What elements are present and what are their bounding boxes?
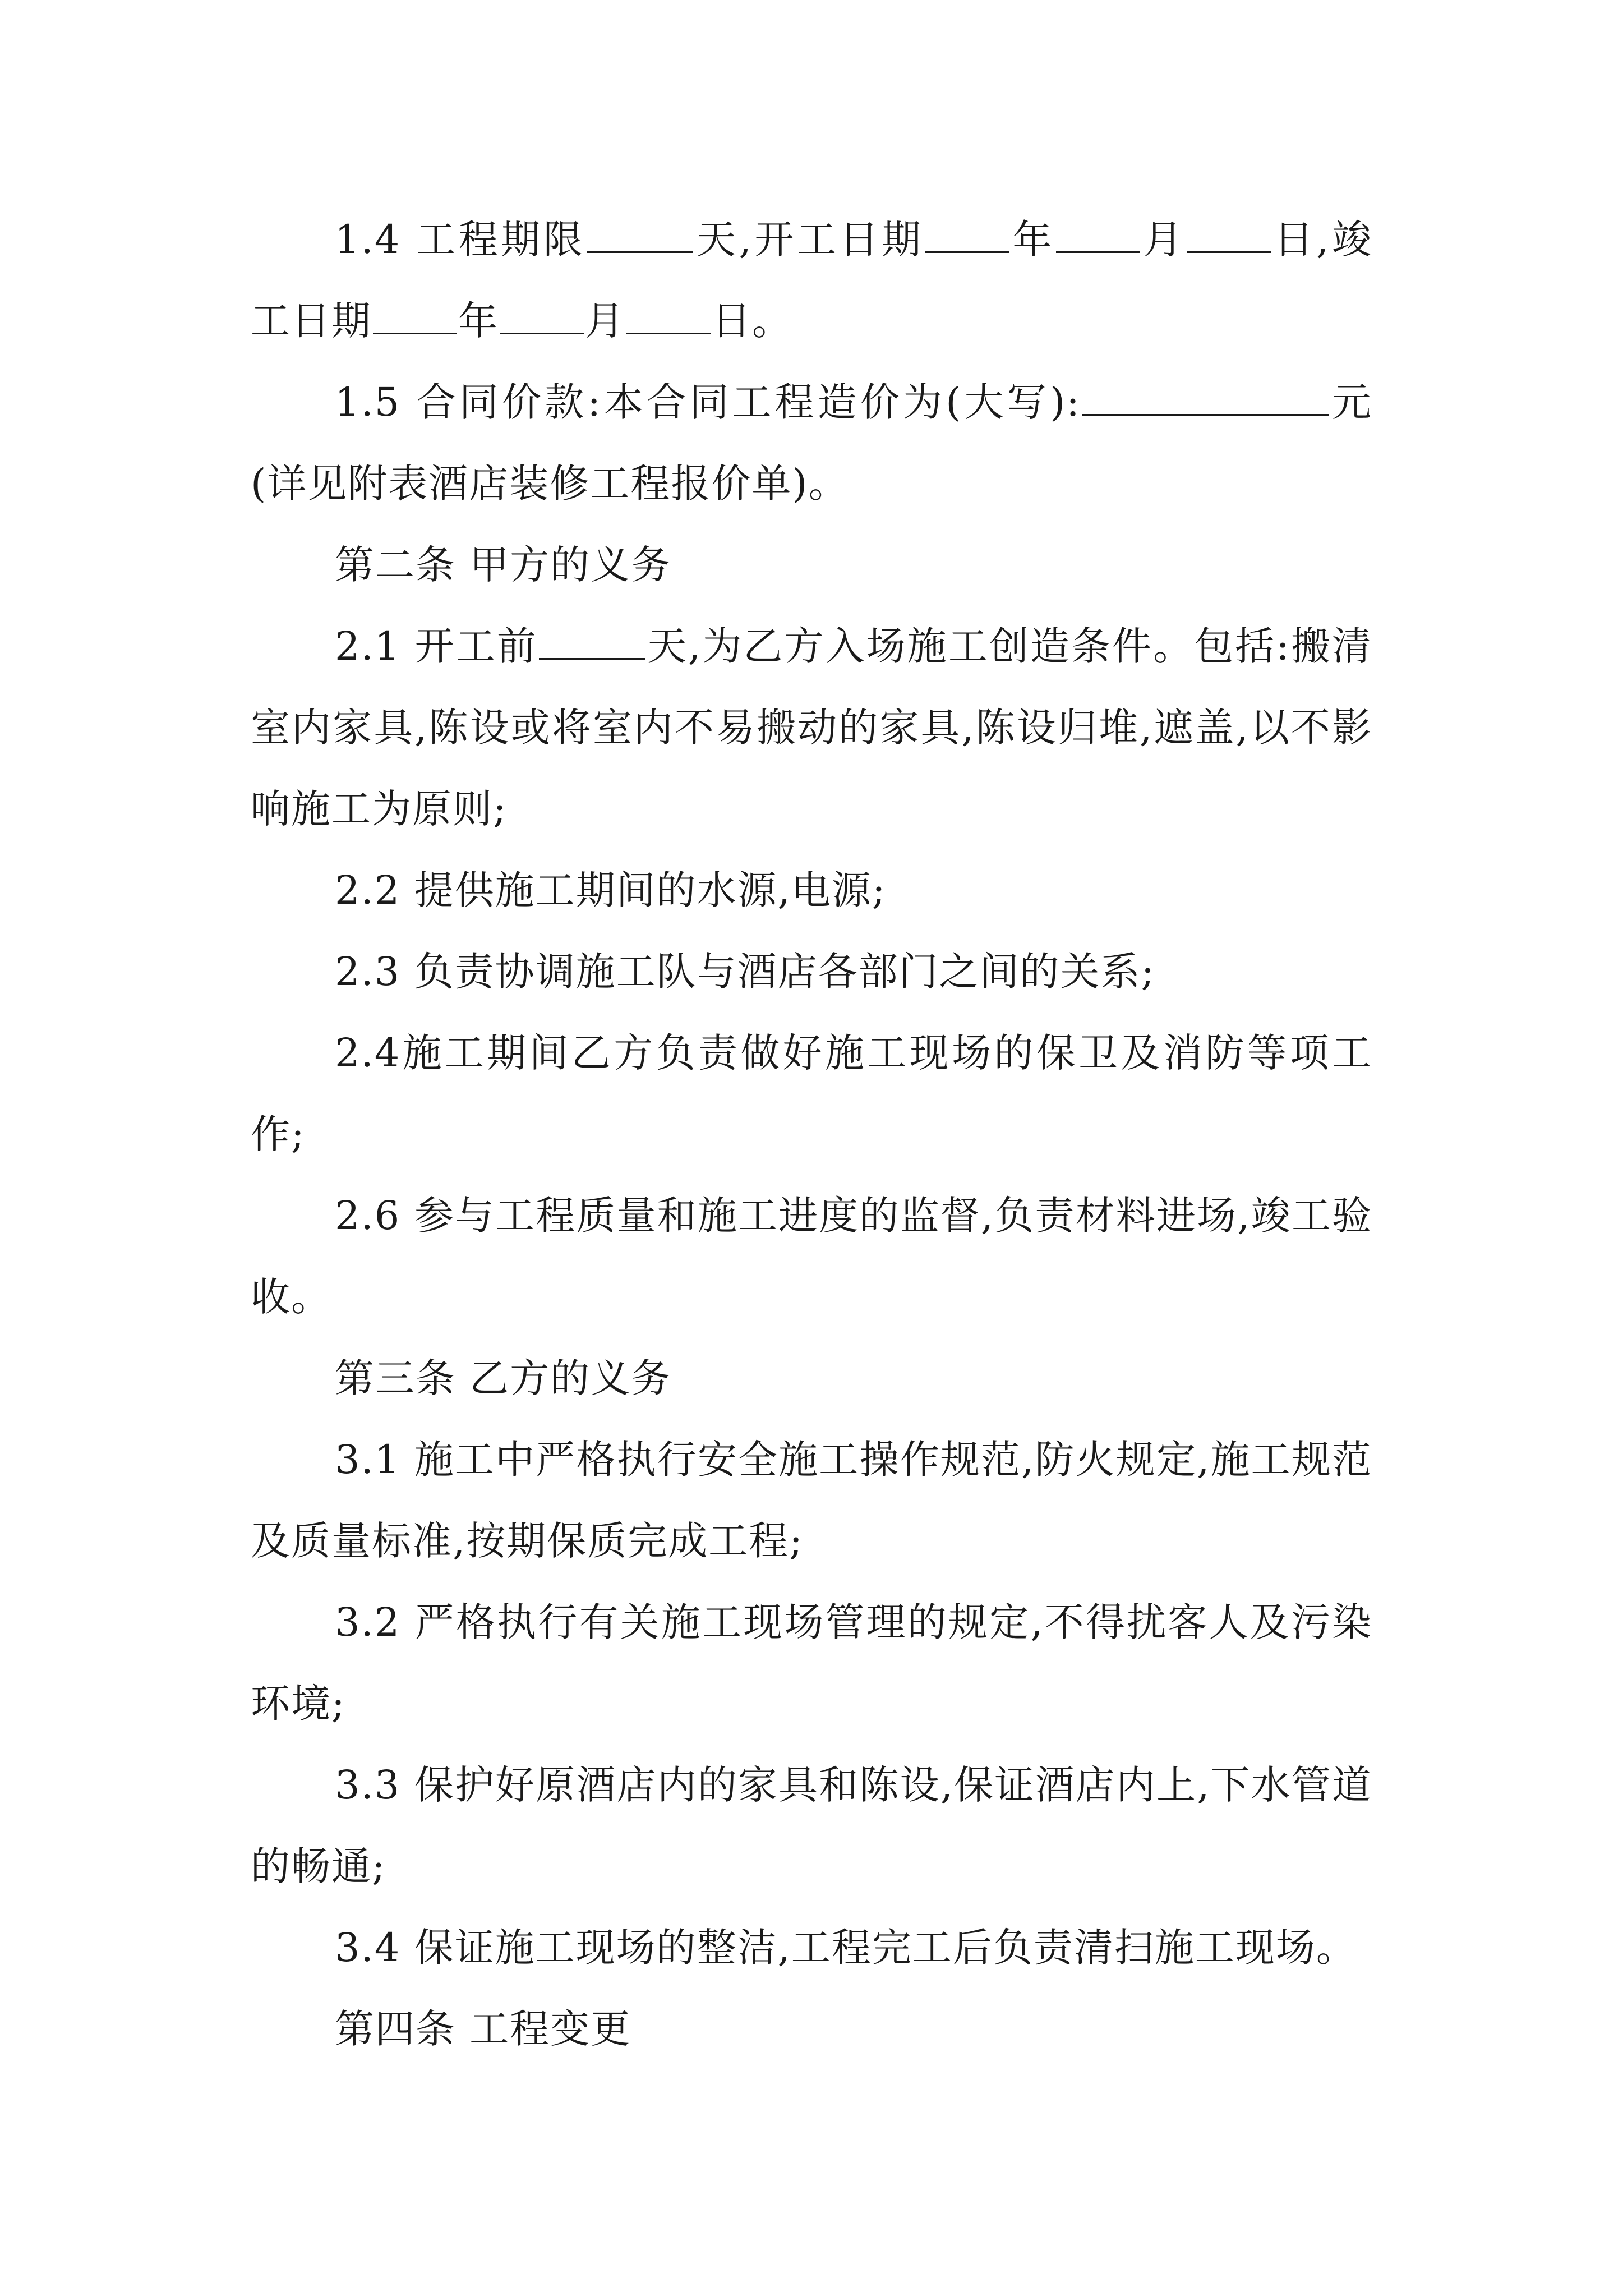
clause-1-5: 1.5 合同价款:本合同工程造价为(大写): 元(详见附表酒店装修工程报价单)。 xyxy=(251,379,1372,507)
clause-3-1: 3.1 施工中严格执行安全施工操作规范,防火规定,施工规范及质量标准,按期保质完成工程; xyxy=(251,1437,1372,1564)
clause-2-2: 2.2 提供施工期间的水源,电源; xyxy=(335,867,887,913)
blank-start-month xyxy=(1056,219,1140,253)
article-3-heading: 第三条 乙方的义务 xyxy=(335,1355,672,1401)
clause-2-6: 2.6 参与工程质量和施工进度的监督,负责材料进场,竣工验收。 xyxy=(251,1193,1372,1320)
clause-2-3: 2.3 负责协调施工队与酒店各部门之间的关系; xyxy=(335,949,1156,995)
clause-3-3: 3.3 保护好原酒店内的家具和陈设,保证酒店内上,下水管道的畅通; xyxy=(251,1762,1372,1889)
clause-2-4: 2.4施工期间乙方负责做好施工现场的保卫及消防等项工作; xyxy=(251,1030,1372,1157)
clause-number: 2.1 xyxy=(335,623,401,669)
blank-start-day xyxy=(1187,219,1271,253)
clause-number: 1.4 xyxy=(335,217,401,263)
clause-3-2: 3.2 严格执行有关施工现场管理的规定,不得扰客人及污染环境; xyxy=(251,1599,1372,1727)
blank-end-month xyxy=(500,300,584,334)
clause-1-4: 1.4 工程期限 天,开工日期 年 月 日,竣工日期 年 月 日。 xyxy=(251,217,1372,344)
blank-end-day xyxy=(626,300,711,334)
blank-contract-price xyxy=(1082,381,1329,416)
clause-3-4: 3.4 保证施工现场的整洁,工程完工后负责清扫施工现场。 xyxy=(335,1925,1357,1971)
blank-start-year xyxy=(925,219,1009,253)
document-body xyxy=(251,199,1372,2070)
article-4-heading: 第四条 工程变更 xyxy=(335,2006,631,2052)
clause-number: 1.5 xyxy=(335,379,401,425)
blank-days-before xyxy=(539,625,645,660)
clause-2-1: 2.1 开工前 天,为乙方入场施工创造条件。包括:搬清室内家具,陈设或将室内不易搬动的家具,陈设归堆,遮盖,以不影响施工为原则; xyxy=(251,623,1372,832)
blank-days xyxy=(587,219,693,253)
blank-end-year xyxy=(373,300,457,334)
article-2-heading: 第二条 甲方的义务 xyxy=(335,542,672,588)
